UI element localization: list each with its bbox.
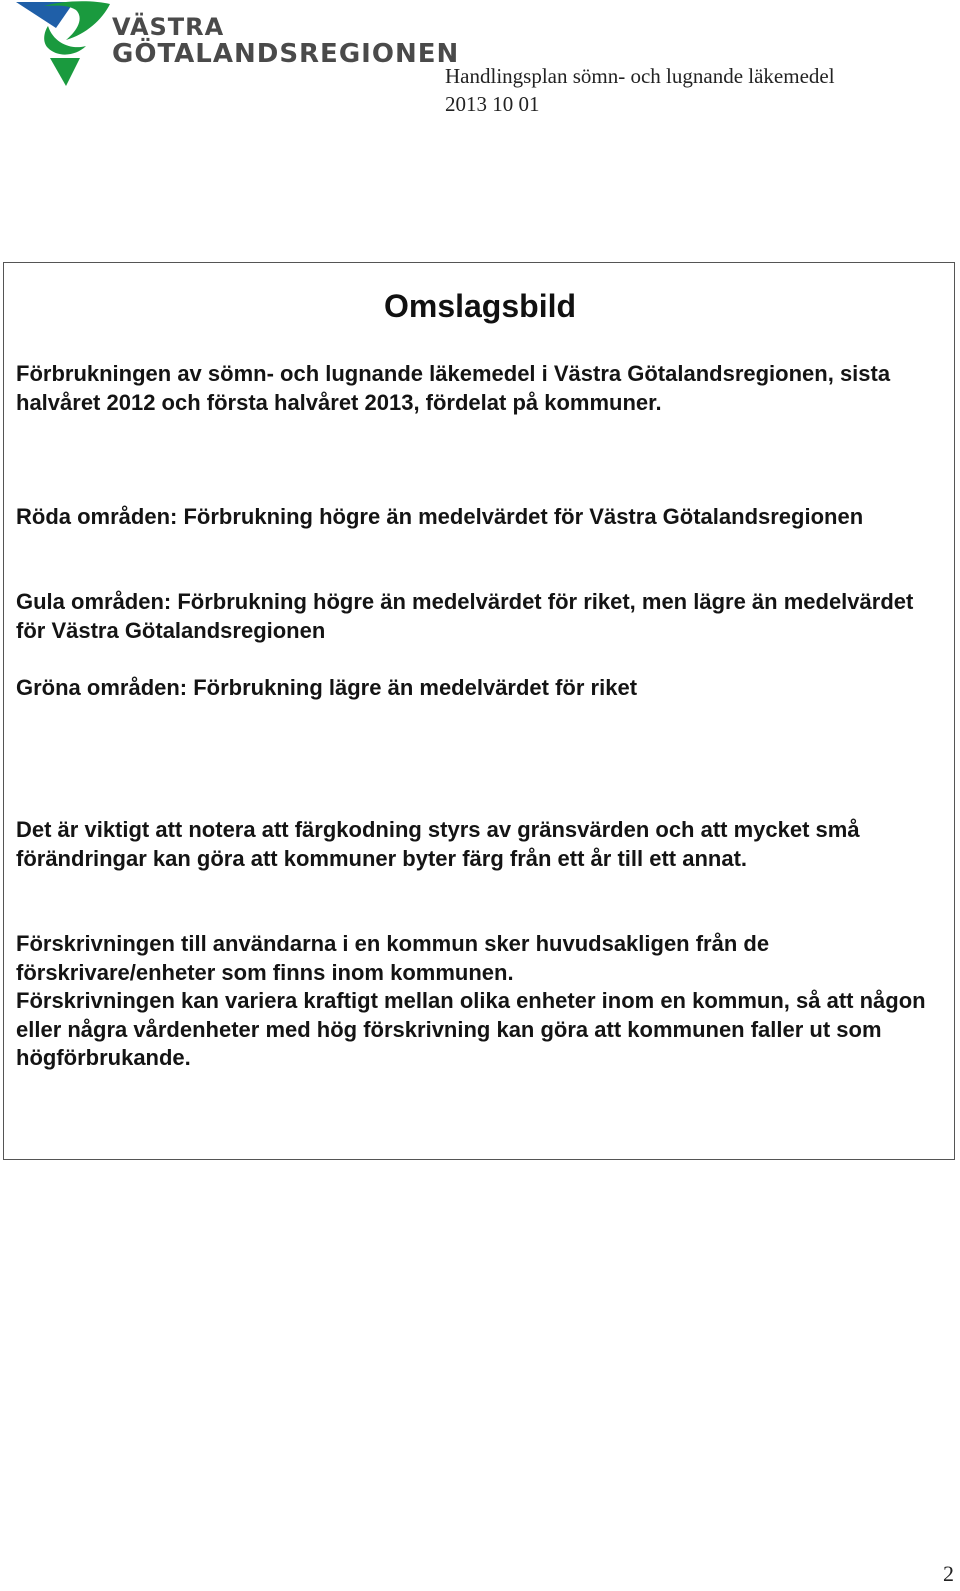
- document-date: 2013 10 01: [445, 92, 540, 116]
- document-title: Handlingsplan sömn- och lugnande läkemedel: [445, 64, 835, 88]
- logo-wordmark-line2: GÖTALANDSREGIONEN: [112, 39, 460, 69]
- vgr-logo: [14, 0, 460, 92]
- logo-wordmark-line1: VÄSTRA: [112, 13, 225, 41]
- vgr-emblem-icon: [14, 0, 114, 92]
- legend-yellow-areas: Gula områden: Förbrukning högre än medelvärdet för riket, men lägre än medelvärdet för Västra Götalandsregionen: [16, 589, 914, 643]
- document-header: [445, 62, 835, 118]
- page-number: 2: [943, 1561, 954, 1586]
- color-coding-note: Det är viktigt att notera att färgkodning styrs av gränsvärden och att mycket små förändringar kan göra att kommuner byter färg från ett år till ett annat.: [16, 817, 860, 871]
- prescribing-note-2: Förskrivningen kan variera kraftigt mellan olika enheter inom en kommun, så att någon eller några vårdenheter med hög förskrivning kan göra att kommunen faller ut som högförbrukande.: [16, 988, 926, 1070]
- page-heading: Omslagsbild: [383, 288, 577, 324]
- intro-paragraph: Förbrukningen av sömn- och lugnande läkemedel i Västra Götalandsregionen, sista halvåret 2012 och första halvåret 2013, fördelat på kommuner.: [16, 361, 891, 415]
- legend-red-areas: Röda områden: Förbrukning högre än medelvärdet för Västra Götalandsregionen: [16, 504, 864, 529]
- legend-green-areas: Gröna områden: Förbrukning lägre än medelvärdet för riket: [16, 675, 638, 700]
- prescribing-note-1: Förskrivningen till användarna i en kommun sker huvudsakligen från de förskrivare/enheter som finns inom kommunen.: [16, 931, 770, 985]
